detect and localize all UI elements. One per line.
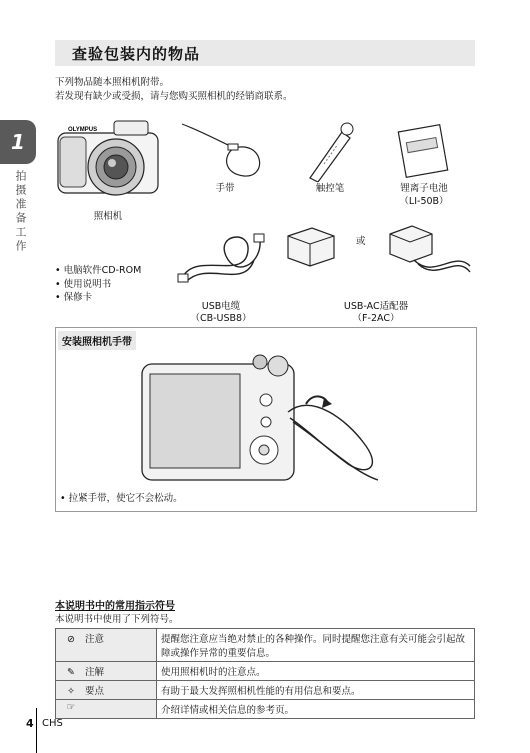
symbol-desc: 介绍详情或相关信息的参考页。 bbox=[157, 700, 475, 719]
usb-cable-illustration bbox=[176, 220, 266, 298]
battery-caption-1: 锂离子电池 bbox=[400, 183, 448, 194]
camera-back-strap-illustration bbox=[138, 352, 388, 487]
list-item: • 使用说明书 bbox=[55, 278, 112, 290]
included-items-list bbox=[55, 264, 141, 305]
ac-adapter-b-illustration bbox=[384, 220, 474, 282]
intro-line-1: 下列物品随本照相机附带。 bbox=[55, 77, 170, 88]
symbol-desc: 使用照相机时的注意点。 bbox=[157, 662, 475, 681]
caution-icon: ⊘ bbox=[67, 634, 75, 645]
symbol-desc: 有助于最大发挥照相机性能的有用信息和要点。 bbox=[157, 681, 475, 700]
list-item: • 保修卡 bbox=[55, 292, 93, 303]
symbol-label: 注意 bbox=[85, 634, 105, 645]
chapter-label: 拍摄准备工作 bbox=[14, 170, 27, 254]
table-row bbox=[56, 700, 475, 719]
strap-caption: 手带 bbox=[215, 183, 235, 194]
camera-caption: 照相机 bbox=[93, 211, 123, 222]
intro-line-2: 若发现有缺少或受损，请与您购买照相机的经销商联系。 bbox=[55, 91, 293, 102]
page-number: 4 bbox=[26, 717, 34, 730]
camera-front-illustration bbox=[52, 115, 164, 207]
strap-box-bullet: • 拉紧手带，使它不会松动。 bbox=[60, 493, 183, 504]
battery-illustration bbox=[396, 122, 452, 180]
or-text: 或 bbox=[356, 236, 366, 247]
usb-cable-caption-2: （CB-USB8） bbox=[190, 313, 252, 324]
chapter-tab: 1 bbox=[0, 120, 36, 164]
symbol-label: 要点 bbox=[85, 686, 105, 697]
symbol-desc: 提醒您注意应当绝对禁止的各种操作。同时提醒您注意有关可能会引起故障或操作异常的重要信息。 bbox=[157, 629, 475, 662]
hand-strap-illustration bbox=[178, 120, 268, 182]
ac-adapter-a-illustration bbox=[282, 222, 340, 268]
symbol-label: 注解 bbox=[85, 667, 105, 678]
note-icon: ✎ bbox=[67, 667, 75, 678]
reference-icon: ☞ bbox=[66, 702, 76, 713]
stylus-caption: 触控笔 bbox=[315, 183, 345, 194]
language-code: CHS bbox=[42, 718, 63, 729]
strap-box-title: 安装照相机手带 bbox=[58, 331, 136, 350]
table-row bbox=[56, 662, 475, 681]
symbols-table bbox=[55, 628, 475, 719]
ac-adapter-caption-1: USB-AC适配器 bbox=[343, 301, 409, 312]
table-row bbox=[56, 629, 475, 662]
symbols-title: 本说明书中的常用指示符号 bbox=[55, 601, 175, 612]
usb-cable-caption-1: USB电缆 bbox=[201, 301, 241, 312]
stylus-illustration bbox=[300, 120, 360, 182]
footer-divider bbox=[36, 708, 37, 753]
svg-text:OLYMPUS: OLYMPUS bbox=[68, 127, 98, 133]
page-title: 查验包装内的物品 bbox=[72, 45, 201, 63]
list-item: • 电脑软件CD-ROM bbox=[55, 265, 142, 276]
symbols-subtitle: 本说明书中使用了下列符号。 bbox=[55, 614, 179, 625]
battery-caption-2: （LI-50B） bbox=[399, 196, 449, 207]
ac-adapter-caption-2: （F-2AC） bbox=[352, 313, 400, 324]
tips-icon: ✧ bbox=[67, 686, 75, 697]
table-row bbox=[56, 681, 475, 700]
